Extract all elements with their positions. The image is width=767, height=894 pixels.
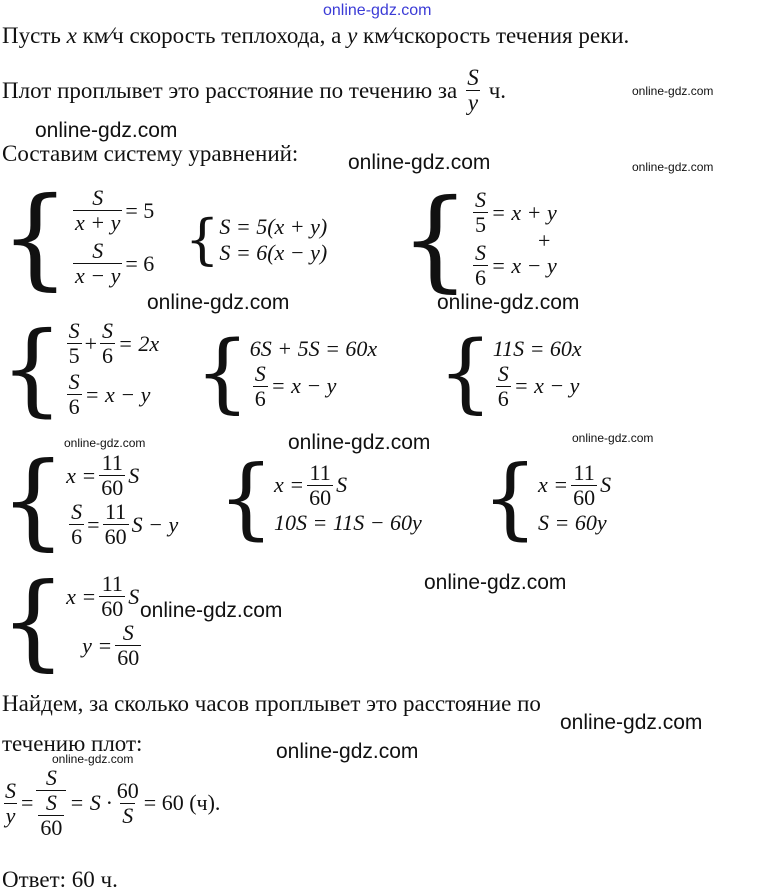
lhs: x =	[274, 472, 305, 497]
outro-line-1: Найдем, за сколько часов проплывет это расстояние по	[2, 691, 541, 716]
system-4	[0, 560, 144, 682]
denominator: 6	[475, 265, 486, 290]
denominator: x − y	[75, 263, 121, 288]
watermark: online-gdz.com	[632, 84, 714, 98]
numerator: S	[5, 777, 16, 803]
watermark: online-gdz.com	[35, 119, 178, 142]
watermark: online-gdz.com	[147, 291, 290, 314]
brace-icon: {	[0, 439, 67, 561]
rhs: = x − y	[270, 373, 337, 398]
denominator: x + y	[75, 210, 121, 235]
rhs: = x + y	[491, 199, 557, 225]
system-2a	[0, 310, 160, 427]
equation: 11S = 60x	[492, 335, 582, 361]
numerator: 60	[116, 777, 139, 803]
equation: S = 60y	[538, 509, 607, 535]
denominator: 60	[104, 524, 127, 549]
equation: S = 5(x + y)	[219, 214, 328, 239]
denominator: 6	[68, 394, 80, 419]
system-1a	[0, 173, 155, 301]
equation: 10S = 11S − 60y	[274, 509, 422, 535]
numerator: 11	[309, 459, 331, 485]
numerator: S	[68, 369, 80, 394]
denominator: 5	[475, 212, 486, 237]
numerator: S	[467, 65, 479, 90]
numerator: S	[122, 620, 134, 645]
denominator: 6	[102, 343, 114, 368]
rhs: = 6	[125, 250, 155, 276]
operator: =	[87, 511, 100, 537]
numerator: S	[102, 318, 114, 343]
text: Пусть	[2, 23, 61, 48]
system-2b	[195, 323, 378, 423]
numerator: S	[254, 360, 266, 386]
lhs: x =	[538, 472, 569, 497]
numerator: S	[475, 187, 486, 212]
brace-icon: {	[185, 208, 220, 271]
denominator: y	[5, 802, 16, 828]
text: скорость течения реки.	[404, 23, 630, 48]
system-3c	[482, 446, 612, 549]
numerator: S	[92, 238, 104, 263]
intro-line-1	[2, 22, 629, 50]
denominator: 60	[101, 475, 124, 500]
denominator: 60	[309, 484, 332, 510]
numerator: S	[475, 240, 486, 265]
watermark: online-gdz.com	[64, 436, 146, 450]
numerator: S	[92, 185, 104, 210]
rhs: = x − y	[513, 373, 580, 398]
system-2c	[438, 323, 582, 423]
rhs: = 2x	[118, 330, 160, 356]
intro-line-3: Составим систему уравнений:	[2, 141, 299, 166]
unit: км⁄ч	[82, 23, 124, 48]
operator: =	[21, 790, 34, 815]
text: скорость теплохода, а	[129, 23, 342, 48]
complex-fraction	[36, 766, 66, 840]
lhs: x =	[66, 583, 97, 609]
rhs: S − y	[131, 511, 179, 537]
numerator: 11	[105, 499, 127, 524]
watermark: online-gdz.com	[572, 431, 654, 445]
watermark-top: online-gdz.com	[323, 2, 432, 19]
watermark: online-gdz.com	[348, 151, 491, 174]
intro-line-2	[2, 66, 506, 115]
watermark: online-gdz.com	[276, 740, 419, 763]
numerator: S	[71, 499, 83, 524]
var-s: S	[128, 462, 140, 488]
denominator: 60	[101, 596, 124, 621]
lhs: y =	[82, 632, 113, 658]
brace-icon: {	[400, 175, 470, 303]
equation: 6S + 5S = 60x	[249, 335, 378, 361]
operator: +	[84, 330, 98, 356]
brace-icon: {	[0, 173, 70, 301]
system-3b	[218, 446, 422, 549]
watermark: online-gdz.com	[424, 571, 567, 594]
text: Плот проплывет это расстояние по течению за	[2, 77, 458, 103]
denominator: y	[467, 90, 479, 115]
system-1c	[400, 175, 557, 303]
brace-icon: {	[438, 323, 493, 423]
rhs: = x − y	[491, 252, 557, 278]
inner-numerator: S	[45, 790, 57, 815]
fraction-s-over-y	[465, 66, 481, 115]
numerator: 11	[101, 571, 123, 596]
denominator: 5	[68, 343, 80, 368]
var-s: S	[336, 472, 348, 497]
watermark: online-gdz.com	[437, 291, 580, 314]
rhs: = x − y	[84, 381, 151, 407]
var-s: S	[600, 472, 612, 497]
watermark: online-gdz.com	[140, 599, 283, 622]
var-x: x	[66, 23, 77, 48]
numerator: S	[497, 360, 509, 386]
denominator: 60	[573, 484, 596, 510]
denominator: 6	[254, 385, 266, 411]
denominator: 6	[71, 524, 83, 549]
watermark: online-gdz.com	[288, 431, 431, 454]
brace-icon: {	[0, 310, 64, 427]
unit: км⁄ч	[363, 23, 405, 48]
answer: Ответ: 60 ч.	[2, 867, 118, 892]
system-1b	[185, 210, 327, 270]
plus-sign: +	[538, 228, 551, 253]
numerator: 11	[101, 450, 123, 475]
brace-icon: {	[195, 323, 250, 423]
rhs: = 5	[125, 197, 155, 223]
lhs: x =	[66, 462, 97, 488]
equation: S = 6(x − y)	[219, 240, 328, 265]
inner-denominator: 60	[40, 815, 63, 840]
var-s: S	[128, 583, 140, 609]
brace-icon: {	[218, 446, 274, 549]
numerator: 11	[573, 459, 595, 485]
brace-icon: {	[482, 446, 538, 549]
numerator: S	[68, 318, 80, 343]
numerator: S	[45, 765, 57, 790]
var-y: y	[347, 23, 358, 48]
result: = 60 (ч).	[143, 790, 221, 815]
watermark: online-gdz.com	[52, 752, 134, 766]
outro-line-2: течению плот:	[2, 731, 143, 756]
brace-icon: {	[0, 560, 67, 682]
operator: = S ·	[69, 790, 112, 815]
watermark: online-gdz.com	[632, 160, 714, 174]
text: ч.	[488, 77, 507, 103]
watermark: online-gdz.com	[560, 711, 703, 734]
denominator: 6	[497, 385, 509, 411]
denominator: 60	[117, 645, 140, 670]
denominator: S	[122, 802, 134, 828]
final-calculation	[0, 766, 220, 840]
